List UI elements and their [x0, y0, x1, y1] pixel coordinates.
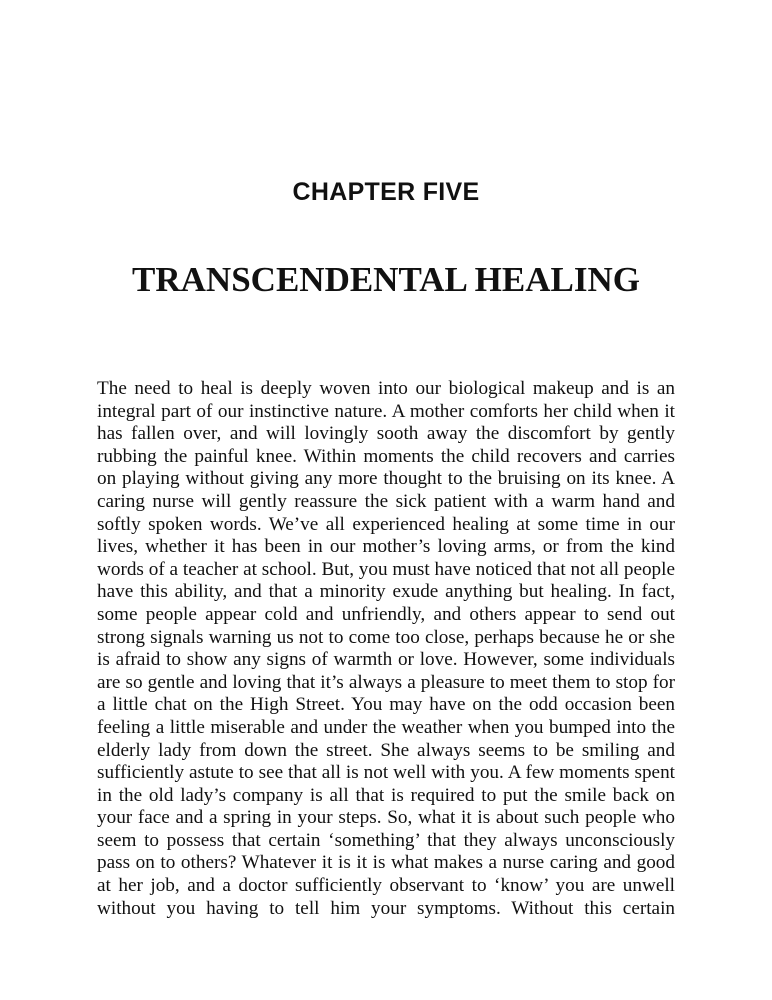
body-paragraph: The need to heal is deeply woven into our biological makeup and is an integral part of our instinctive nature. A mother comforts her child when it has fallen over, and will lovingly sooth away the discomfort by gently rubbing the painful knee. Within moments the child recovers and carries on playing without giving any more thought to the bruising on its knee. A caring nurse will gently reassure the sick patient with a warm hand and softly spoken words. We’ve all experienced healing at some time in our lives, whether it has been in our mother’s loving arms, or from the kind words of a teacher at school. But, you must have noticed that not all people have this ability, and that a minority exude anything but healing. In fact, some people appear cold and unfriendly, and others appear to send out strong signals warning us not to come too close, perhaps because he or she is afraid to show any signs of warmth or love. However, some individuals are so gentle and loving that it’s always a pleasure to meet them to stop for a little chat on the High Street. You may have on the odd occasion been feeling a little miserable and under the weather when you bumped into the elderly lady from down the street. She always seems to be smiling and sufficiently astute to see that all is not well with you. A few moments spent in the old lady’s company is all that is required to put the smile back on your face and a spring in your steps. So, what it is about such people who seem to possess that certain ‘something’ that they always unconsciously pass on to others? Whatever it is it is what makes a nurse caring and good at her job, and a doctor sufficiently observant to ‘know’ you are unwell without you having to tell him your symptoms. Without this certain	[97, 378, 675, 919]
chapter-number-heading: CHAPTER FIVE	[292, 178, 480, 206]
chapter-title-heading: TRANSCENDENTAL HEALING	[132, 260, 640, 299]
